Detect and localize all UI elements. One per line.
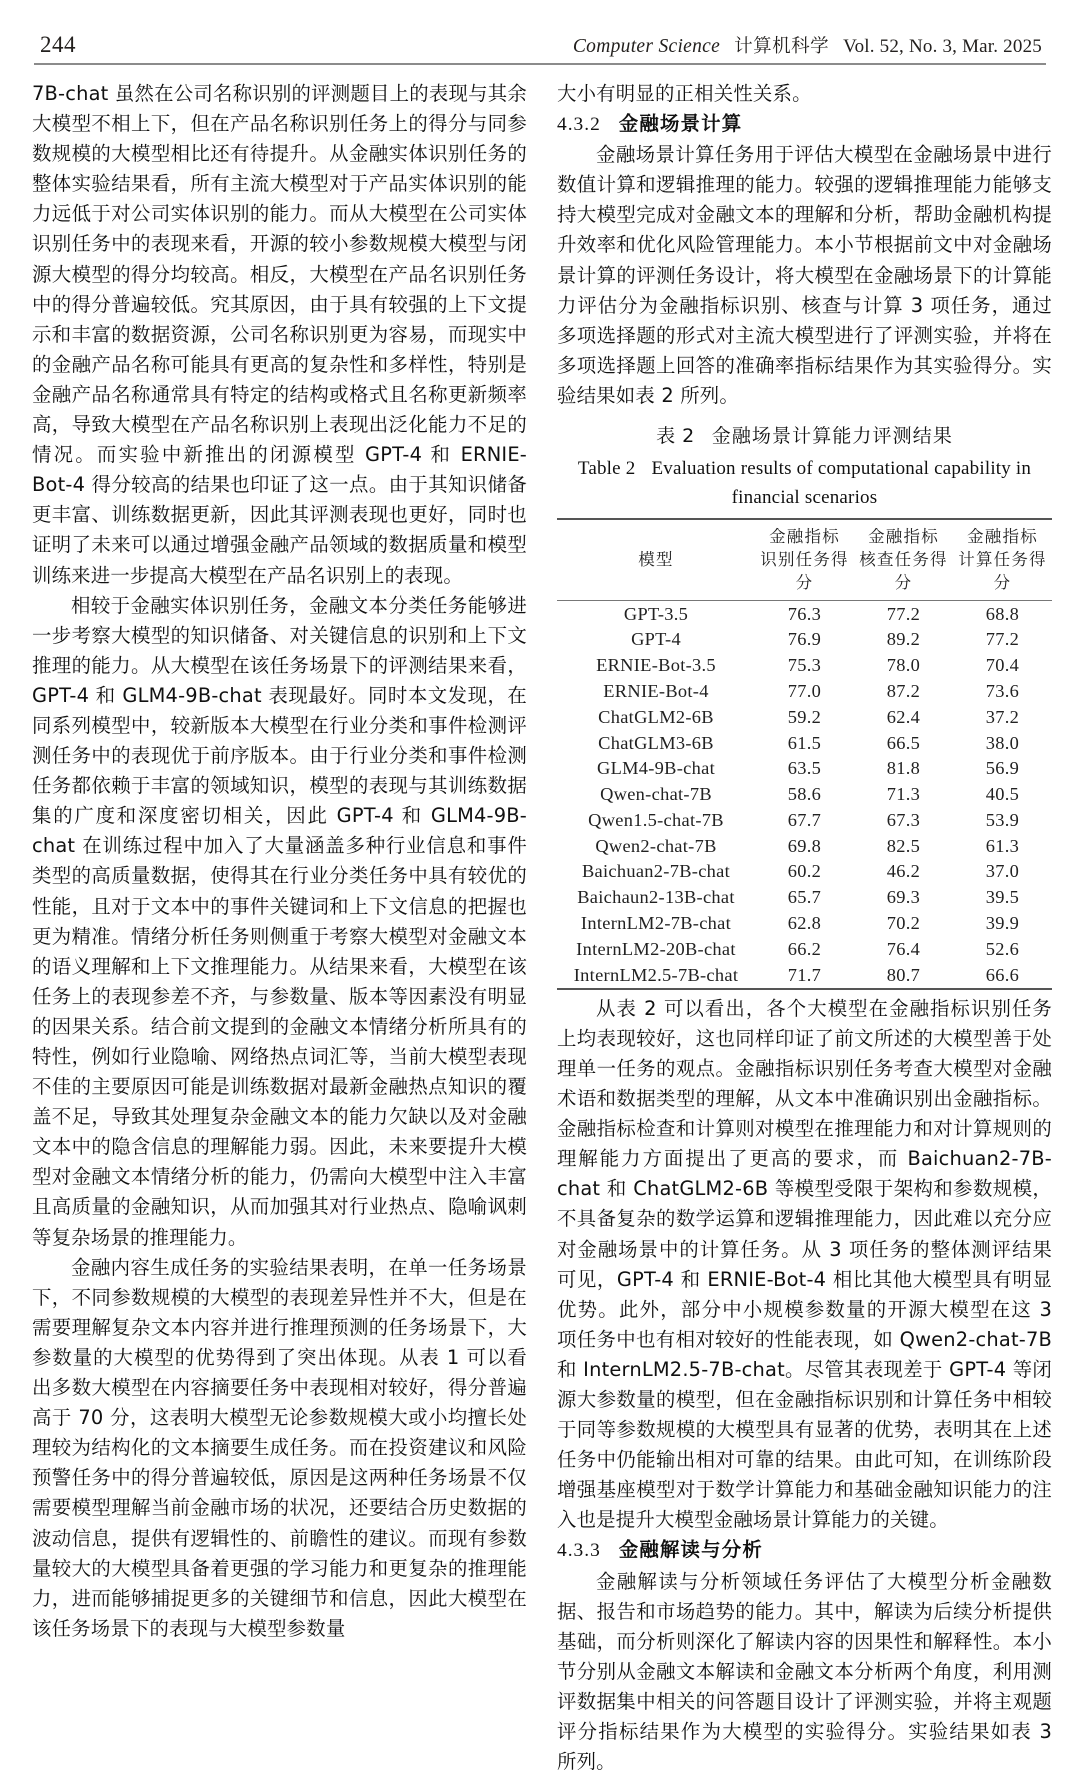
cell-verification: 62.4: [886, 706, 921, 727]
cell-verification: 87.2: [886, 680, 921, 701]
section-heading-4-3-3: [557, 1535, 1052, 1566]
page-number: 244: [40, 32, 76, 57]
left-column: [32, 79, 527, 1644]
section-title-4-3-3: 金融解读与分析: [618, 1538, 763, 1562]
cell-recognition: 77.0: [787, 680, 822, 701]
cell-verification: 77.2: [886, 603, 921, 624]
cell-model: ERNIE-Bot-3.5: [596, 655, 716, 676]
col-header-model: [557, 519, 755, 601]
cell-calculation: 77.2: [985, 629, 1020, 650]
table-2-caption-cn: [557, 421, 1052, 448]
col-header-calculation: [953, 519, 1052, 601]
cell-recognition: 66.2: [787, 938, 822, 959]
cell-calculation: 73.6: [985, 680, 1020, 701]
cell-verification: 82.5: [886, 835, 921, 856]
table-row: [557, 859, 1052, 885]
table-row: [557, 601, 1052, 627]
col-header-verification-line2: 核查任务得分: [859, 550, 948, 593]
cell-verification: 89.2: [886, 629, 921, 650]
table-2-title-en: Evaluation results of computational capability in financial scenarios: [651, 458, 1032, 509]
journal-title-cn: 计算机科学: [734, 36, 830, 57]
cell-verification: 76.4: [886, 938, 921, 959]
right-column: [557, 79, 1052, 1777]
cell-verification: 66.5: [886, 732, 921, 753]
table-2-body: [557, 601, 1052, 989]
table-row: [557, 756, 1052, 782]
col-header-recognition-line1: 金融指标: [769, 527, 840, 547]
cell-calculation: 66.6: [985, 964, 1020, 985]
table-row: [557, 910, 1052, 936]
para-financial-interpretation-analysis: 金融解读与分析领域任务评估了大模型分析金融数据、报告和市场趋势的能力。其中，解读为后续分析提供基础，而分析则深化了解读内容的因果性和解释性。本小节分别从金融文本解读和金融文本分析两个角度，利用测评数据集中相关的问答题目设计了评测实验，并将主观题评分指标结果作为大模型的实验得分。实验结果如表 3 所列。: [557, 1569, 1052, 1774]
table-2-head: [557, 519, 1052, 601]
table-2-evaluation-results: [557, 518, 1052, 990]
cell-recognition: 62.8: [787, 913, 822, 933]
cell-recognition: 65.7: [787, 887, 822, 908]
para-continued-from-left: 大小有明显的正相关性关系。: [557, 82, 812, 105]
cell-model: InternLM2-20B-chat: [576, 938, 736, 959]
col-header-calculation-line1: 金融指标: [967, 527, 1038, 547]
table-2-caption-en: [557, 454, 1052, 512]
cell-calculation: 61.3: [985, 835, 1020, 856]
cell-verification: 46.2: [886, 861, 921, 882]
table-2-label-en: Table 2: [577, 458, 636, 480]
cell-recognition: 58.6: [787, 784, 822, 805]
table-row: [557, 885, 1052, 911]
cell-recognition: 61.5: [787, 732, 822, 753]
cell-calculation: 68.8: [985, 603, 1020, 624]
cell-verification: 70.2: [886, 913, 921, 933]
col-header-recognition: [755, 519, 854, 601]
table-row: [557, 936, 1052, 962]
table-2-header-row: [557, 519, 1052, 601]
table-row: [557, 833, 1052, 859]
cell-recognition: 69.8: [787, 835, 822, 856]
cell-recognition: 75.3: [787, 655, 822, 676]
para-text-classification: 相较于金融实体识别任务，金融文本分类任务能够进一步考察大模型的知识储备、对关键信息的识别和上下文推理的能力。从大模型在该任务场景下的评测结果来看，GPT-4 和 GLM4-9B-chat 表现最好。同时本文发现，在同系列模型中，较新版本大模型在行业分类和事件检测评测任务中的表现优于前序版本。由于行业分类和事件检测任务都依赖于丰富的领域知识，模型的表现与其训练数据集的广度和深度密切相关，因此 GPT-4 和 GLM4-9B-chat 在训练过程中加入了大量涵盖多种行业信息和事件类型的高质量数据，使得其在行业分类任务中具有较优的性能，且对于文本中的事件关键词和上下文信息的把握也更为精准。情绪分析任务则侧重于考察大模型对金融文本的语义理解和上下文推理能力。从结果来看，大模型在该任务上的表现参差不齐，与参数量、版本等因素没有明显的因果关系。结合前文提到的金融文本情绪分析所具有的特性，例如行业隐喻、网络热点词汇等，当前大模型表现不佳的主要原因可能是训练数据对最新金融热点知识的覆盖不足，导致其处理复杂金融文本的能力欠缺以及对金融文本中的隐含信息的理解能力弱。因此，未来要提升大模型对金融文本情绪分析的能力，仍需向大模型中注入丰富且高质量的金融知识，从而加强其对行业热点、隐喻讽刺等复杂场景的推理能力。: [32, 593, 527, 1249]
para-table-2-analysis: 从表 2 可以看出，各个大模型在金融指标识别任务上均表现较好，这也同样印证了前文所述的大模型善于处理单一任务的观点。金融指标识别任务考查大模型对金融术语和数据类型的理解，从文本中准确识别出金融指标。金融指标检查和计算则对模型在推理能力和对计算规则的理解能力方面提出了更高的要求，而 Baichuan2-7B-chat 和 ChatGLM2-6B 等模型受限于架构和参数规模，不具备复杂的数学运算和逻辑推理能力，因此难以充分应对金融场景中的计算任务。从 3 项任务的整体测评结果可见，GPT-4 和 ERNIE-Bot-4 相比其他大模型具有明显优势。此外，部分中小规模参数量的开源大模型在这 3 项任务中也有相对较好的性能表现，如 Qwen2-chat-7B 和 InternLM2.5-7B-chat。尽管其表现差于 GPT-4 等闭源大参数量的模型，但在金融指标识别和计算任务中相较于同等参数规模的大模型具有显著的优势，表明其在上述任务中仍能输出相对可靠的结果。由此可知，在训练阶段增强基座模型对于数学计算能力和基础金融知识能力的注入也是提升大模型金融场景计算能力的关键。: [557, 996, 1052, 1532]
cell-calculation: 40.5: [985, 784, 1020, 805]
cell-calculation: 37.2: [985, 706, 1020, 727]
cell-recognition: 59.2: [787, 706, 822, 727]
table-row: [557, 627, 1052, 653]
cell-recognition: 76.9: [787, 629, 822, 650]
cell-verification: 80.7: [886, 964, 921, 985]
section-title-4-3-2: 金融场景计算: [618, 112, 743, 136]
table-row: [557, 962, 1052, 989]
cell-model: Qwen-chat-7B: [600, 784, 712, 805]
cell-model: InternLM2.5-7B-chat: [573, 964, 739, 985]
section-number-4-3-2: 4.3.2: [557, 114, 601, 136]
journal-title-en: Computer Science: [572, 36, 721, 57]
cell-model: ERNIE-Bot-4: [603, 680, 709, 701]
col-header-recognition-line2: 识别任务得分: [760, 550, 849, 593]
table-row: [557, 678, 1052, 704]
running-head-right: [573, 32, 1042, 58]
cell-recognition: 71.7: [787, 964, 822, 985]
cell-recognition: 63.5: [787, 758, 822, 779]
cell-recognition: 76.3: [787, 603, 822, 624]
cell-model: GPT-3.5: [623, 603, 689, 624]
cell-calculation: 39.5: [985, 887, 1020, 908]
cell-calculation: 39.9: [985, 913, 1020, 933]
table-row: [557, 653, 1052, 679]
table-2-label-cn: 表 2: [656, 425, 695, 448]
cell-verification: 67.3: [886, 809, 921, 830]
cell-model: ChatGLM2-6B: [598, 706, 714, 727]
cell-calculation: 38.0: [985, 732, 1020, 753]
table-row: [557, 782, 1052, 808]
para-financial-scenario-computation: 金融场景计算任务用于评估大模型在金融场景中进行数值计算和逻辑推理的能力。较强的逻辑推理能力能够支持大模型完成对金融文本的理解和分析，帮助金融机构提升效率和优化风险管理能力。本小节根据前文中对金融场景计算的评测任务设计，将大模型在金融场景下的计算能力评估分为金融指标识别、核查与计算 3 项任务，通过多项选择题的形式对主流大模型进行了评测实验，并将在多项选择题上回答的准确率指标结果作为其实验得分。实验结果如表 2 所列。: [557, 143, 1052, 407]
cell-model: GPT-4: [631, 629, 681, 650]
running-head: [32, 18, 1048, 58]
cell-verification: 69.3: [886, 887, 921, 908]
col-header-calculation-line2: 计算任务得分: [958, 550, 1047, 593]
section-number-4-3-3: 4.3.3: [557, 1540, 601, 1562]
table-2-block: [557, 421, 1052, 990]
table-2-title-cn: 金融场景计算能力评测结果: [711, 425, 953, 448]
col-header-verification-line1: 金融指标: [868, 527, 939, 547]
cell-calculation: 56.9: [985, 758, 1020, 779]
cell-calculation: 53.9: [985, 809, 1020, 830]
cell-verification: 81.8: [886, 758, 921, 779]
para-entity-recognition: 7B-chat 虽然在公司名称识别的评测题目上的表现与其余大模型不相上下，但在产品名称识别任务上的得分与同参数规模的大模型相比还有待提升。从金融实体识别任务的整体实验结果看，所有主流大模型对于产品实体识别的能力远低于对公司实体识别的能力。而从大模型在公司实体识别任务中的表现来看，开源的较小参数规模大模型与闭源大模型的得分均较高。相反，大模型在产品名识别任务中的得分普遍较低。究其原因，由于具有较强的上下文提示和丰富的数据资源，公司名称识别更为容易，而现实中的金融产品名称可能具有更高的复杂性和多样性，特别是金融产品名称通常具有特定的结构或格式且名称更新频率高，导致大模型在产品名称识别上表现出泛化能力不足的情况。而实验中新推出的闭源模型 GPT-4 和 ERNIE-Bot-4 得分较高的结果也印证了这一点。由于其知识储备更丰富、训练数据更新，因此其评测表现也更好，同时也证明了未来可以通过增强金融产品领域的数据质量和模型训练来进一步提高大模型在产品名识别上的表现。: [32, 82, 527, 587]
cell-verification: 71.3: [886, 784, 921, 805]
para-content-generation: 金融内容生成任务的实验结果表明，在单一任务场景下，不同参数规模的大模型的表现差异性并不大，但是在需要理解复杂文本内容并进行推理预测的任务场景下，大参数量的大模型的优势得到了突出体现。从表 1 可以看出多数大模型在内容摘要任务中表现相对较好，得分普遍高于 70 分，这表明大模型无论参数规模大或小均擅长处理较为结构化的文本摘要生成任务。而在投资建议和风险预警任务中的得分普遍较低，原因是这两种任务场景不仅需要模型理解当前金融市场的状况，还要结合历史数据的波动信息，提供有逻辑性的、前瞻性的建议。而现有参数量较大的大模型具备着更强的学习能力和更复杂的推理能力，进而能够捕捉更多的关键细节和信息，因此大模型在该任务场景下的表现与大模型参数量: [32, 1255, 527, 1640]
cell-model: Qwen1.5-chat-7B: [588, 809, 724, 830]
cell-calculation: 70.4: [985, 655, 1020, 676]
cell-model: GLM4-9B-chat: [596, 758, 715, 779]
cell-recognition: 60.2: [787, 861, 822, 882]
cell-model: InternLM2-7B-chat: [580, 913, 732, 933]
table-row: [557, 730, 1052, 756]
cell-model: Qwen2-chat-7B: [595, 835, 717, 856]
cell-recognition: 67.7: [787, 809, 822, 830]
section-heading-4-3-2: [557, 109, 1052, 140]
cell-model: Baichuan2-7B-chat: [581, 861, 731, 882]
table-row: [557, 704, 1052, 730]
col-header-verification: [854, 519, 953, 601]
two-column-body: [32, 79, 1052, 1777]
cell-model: Baichaun2-13B-chat: [577, 887, 735, 908]
table-row: [557, 807, 1052, 833]
cell-calculation: 37.0: [985, 861, 1020, 882]
volume-info: Vol. 52, No. 3, Mar. 2025: [843, 36, 1042, 57]
cell-model: ChatGLM3-6B: [598, 732, 714, 753]
header-rule: [34, 63, 1046, 65]
cell-verification: 78.0: [886, 655, 921, 676]
col-header-model-line1: 模型: [638, 550, 674, 570]
cell-calculation: 52.6: [985, 938, 1020, 959]
